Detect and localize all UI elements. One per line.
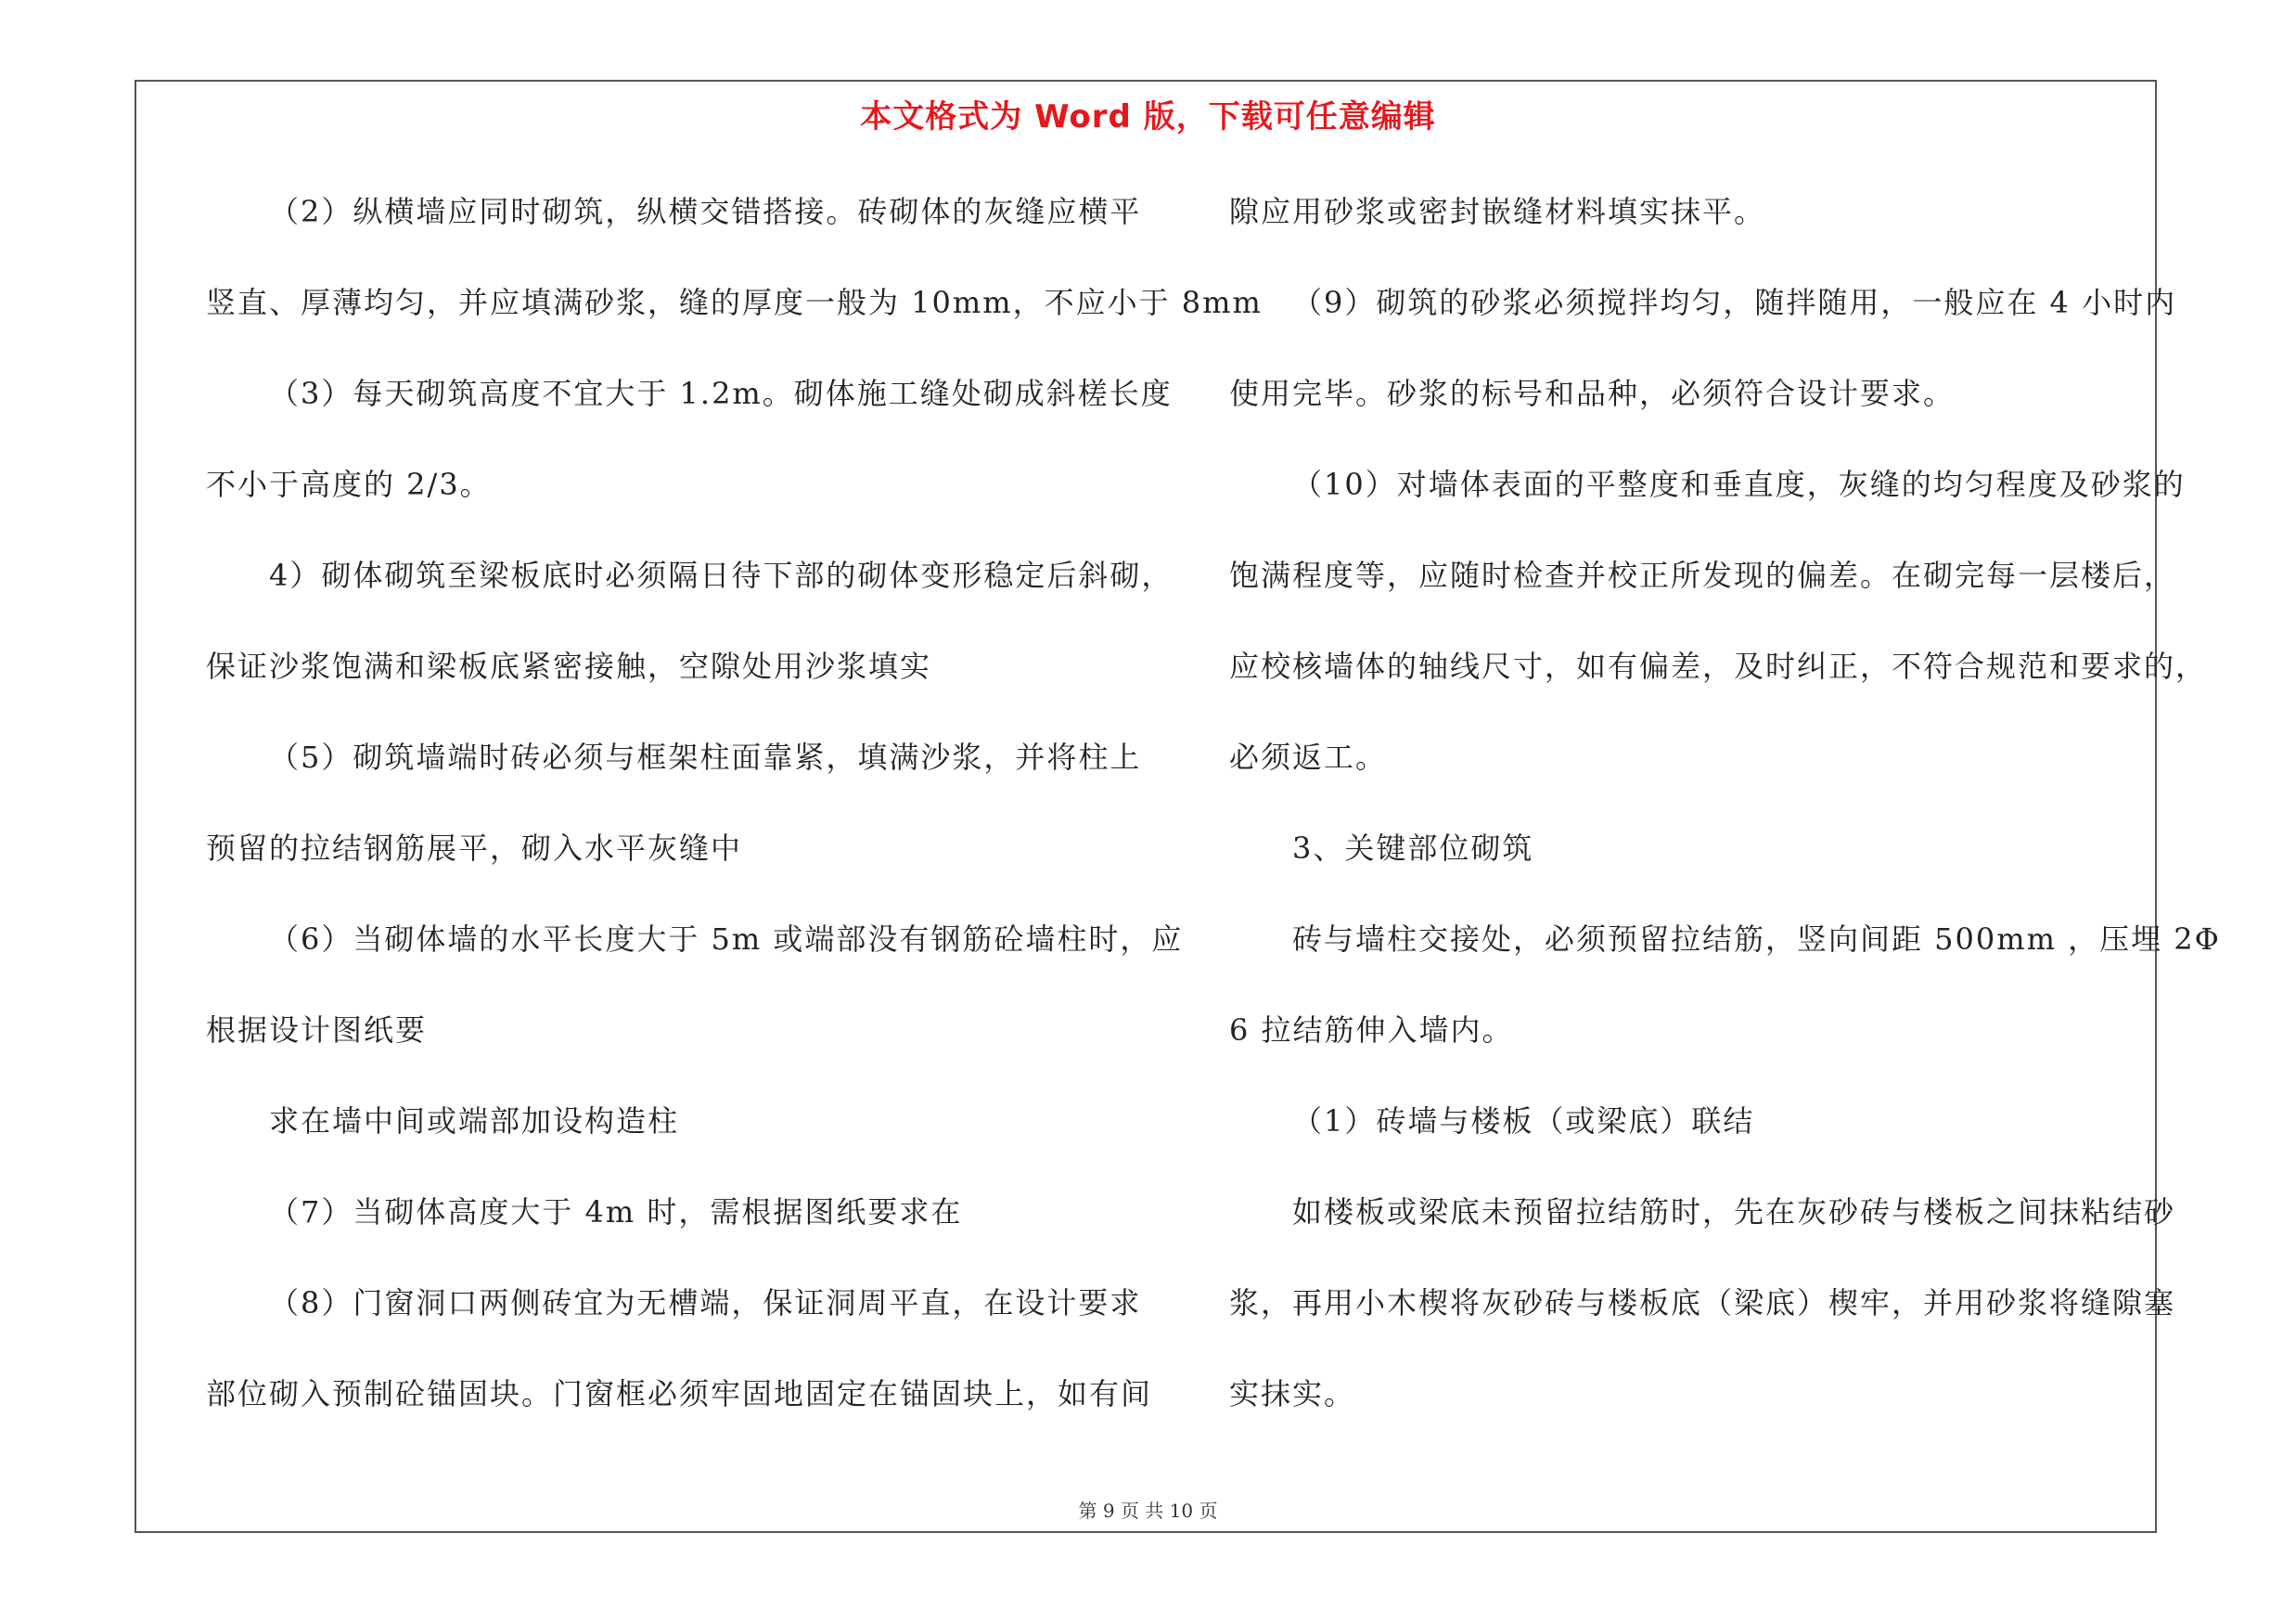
text-line: 4）砌体砌筑至梁板底时必须隔日待下部的砌体变形稳定后斜砌， xyxy=(269,558,1174,593)
header-banner: 本文格式为 Word 版，下载可任意编辑 xyxy=(860,98,1436,135)
text-line: 竖直、厚薄均匀，并应填满砂浆，缝的厚度一般为 10mm，不应小于 8mm xyxy=(206,285,1263,320)
text-line: 实抹实。 xyxy=(1229,1376,1356,1411)
text-line: 保证沙浆饱满和梁板底紧密接触，空隙处用沙浆填实 xyxy=(206,649,932,684)
text-line: 隙应用砂浆或密封嵌缝材料填实抹平。 xyxy=(1229,194,1766,229)
text-line: （1）砖墙与楼板（或梁底）联结 xyxy=(1292,1103,1755,1139)
text-line: 饱满程度等，应随时检查并校正所发现的偏差。在砌完每一层楼后， xyxy=(1229,558,2176,593)
text-line: （10）对墙体表面的平整度和垂直度，灰缝的均匀程度及砂浆的 xyxy=(1292,467,2186,502)
text-line: （8）门窗洞口两侧砖宜为无槽端，保证洞周平直，在设计要求 xyxy=(269,1285,1142,1320)
text-line: 6 拉结筋伸入墙内。 xyxy=(1229,1012,1514,1048)
text-line: （3）每天砌筑高度不宜大于 1.2m。砌体施工缝处砌成斜槎长度 xyxy=(269,376,1173,411)
text-line: 部位砌入预制砼锚固块。门窗框必须牢固地固定在锚固块上，如有间 xyxy=(206,1376,1153,1411)
text-line: 根据设计图纸要 xyxy=(206,1012,428,1048)
text-line: 浆，再用小木楔将灰砂砖与楼板底（梁底）楔牢，并用砂浆将缝隙塞 xyxy=(1229,1285,2176,1320)
text-line: 求在墙中间或端部加设构造柱 xyxy=(269,1103,680,1139)
right-column xyxy=(1229,182,2221,1455)
page-footer: 第 9 页 共 10 页 xyxy=(1078,1500,1218,1522)
text-line: 3、关键部位砌筑 xyxy=(1292,831,1534,866)
text-line: 应校核墙体的轴线尺寸，如有偏差，及时纠正，不符合规范和要求的， xyxy=(1229,649,2208,684)
text-line: （6）当砌体墙的水平长度大于 5m 或端部没有钢筋砼墙柱时，应 xyxy=(269,921,1184,957)
text-line: 不小于高度的 2/3。 xyxy=(206,467,492,502)
text-line: 使用完毕。砂浆的标号和品种，必须符合设计要求。 xyxy=(1229,376,1956,411)
text-line: 如楼板或梁底未预留拉结筋时，先在灰砂砖与楼板之间抹粘结砂 xyxy=(1292,1194,2176,1230)
text-line: 砖与墙柱交接处，必须预留拉结筋，竖向间距 500mm ，压埋 2Φ xyxy=(1292,921,2221,957)
text-line: 必须返工。 xyxy=(1229,740,1388,775)
text-line: （5）砌筑墙端时砖必须与框架柱面靠紧，填满沙浆，并将柱上 xyxy=(269,740,1142,775)
text-line: （7）当砌体高度大于 4m 时，需根据图纸要求在 xyxy=(269,1194,963,1230)
left-column xyxy=(206,182,1263,1455)
text-line: （2）纵横墙应同时砌筑，纵横交错搭接。砖砌体的灰缝应横平 xyxy=(269,194,1142,229)
text-line: （9）砌筑的砂浆必须搅拌均匀，随拌随用，一般应在 4 小时内 xyxy=(1292,285,2177,320)
text-line: 预留的拉结钢筋展平，砌入水平灰缝中 xyxy=(206,831,743,866)
